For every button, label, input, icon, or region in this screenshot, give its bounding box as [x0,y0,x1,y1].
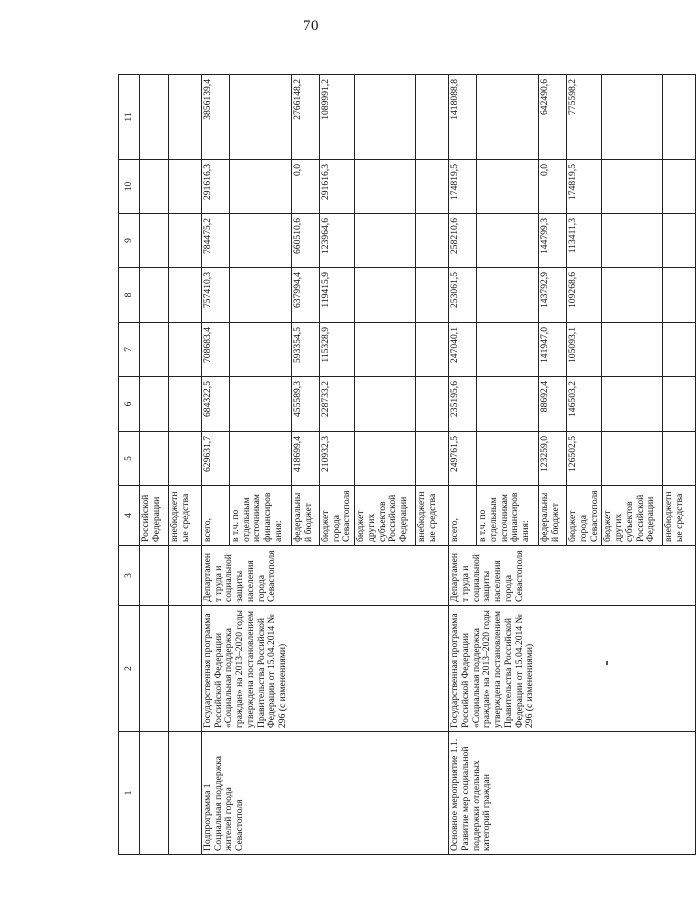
value-cell [602,432,663,486]
program-name-cell: Подпрограмма 1 Социальная поддержка жителей города Севастополя [202,732,449,855]
scan-mark [606,661,608,665]
table-row [140,75,169,855]
funding-source-cell: в т.ч. по отдельным источникам финансирования: [477,486,539,546]
value-cell [602,75,663,160]
value-cell [355,268,416,323]
value-cell [230,432,292,486]
value-cell [230,160,292,214]
funding-source-cell: бюджет города Севастополя [567,486,602,546]
value-cell: 228733,2 [320,377,355,432]
value-cell: 115328,9 [320,323,355,377]
column-number-row [119,75,140,855]
value-cell [477,160,539,214]
program-basis-cell: Государственная программа Российской Федерации «Социальная поддержка граждан» на 2013–2020 годы утверждена постановлением Правительства Российской Федерации от 15.04.2014 № 296 (с изменениями) [449,606,696,732]
funding-source-cell: федеральный бюджет [292,486,320,546]
value-cell [416,323,449,377]
value-cell: 660510,6 [292,214,320,268]
column-header: 4 [119,486,140,546]
executor-cell: Департамент труда и социальной защиты населения города Севастополя [449,546,696,606]
funding-source-cell: всего, [449,486,477,546]
value-cell [416,160,449,214]
value-cell: 253061,5 [449,268,477,323]
value-cell [355,432,416,486]
funding-source-cell: в т.ч. по отдельным источникам финансирования: [230,486,292,546]
value-cell [602,160,663,214]
funding-source-cell: внебюджетные средства [663,486,696,546]
value-cell [663,377,696,432]
value-cell: 593354,5 [292,323,320,377]
funding-source-cell: всего, [202,486,230,546]
value-cell [602,323,663,377]
value-cell: 105093,1 [567,323,602,377]
value-cell [602,377,663,432]
column-header: 6 [119,377,140,432]
funding-source-cell: федеральный бюджет [539,486,567,546]
value-cell: 123259,0 [539,432,567,486]
funding-source-cell: бюджет других субъектов Российской Федерации [602,486,663,546]
value-cell: 249761,5 [449,432,477,486]
program-name-cell: Основное мероприятие 1.1. Развитие мер социальной поддержки отдельных категорий граждан [449,732,696,855]
column-header: 2 [119,606,140,732]
value-cell: 629631,7 [202,432,230,486]
value-cell: 784475,2 [202,214,230,268]
value-cell: 757410,3 [202,268,230,323]
value-cell [230,75,292,160]
value-cell: 119415,9 [320,268,355,323]
value-cell: 455589,3 [292,377,320,432]
value-cell: 210932,3 [320,432,355,486]
value-cell [416,432,449,486]
value-cell [663,160,696,214]
value-cell: 235195,6 [449,377,477,432]
value-cell: 258210,6 [449,214,477,268]
column-header: 3 [119,546,140,606]
value-cell: 1089991,2 [320,75,355,160]
value-cell: 0,0 [292,160,320,214]
value-cell [355,323,416,377]
funding-source-cell: Российской Федерации [140,486,169,546]
column-header: 7 [119,323,140,377]
value-cell [477,323,539,377]
funding-source-cell: бюджет города Севастополя [320,486,355,546]
value-cell: 642490,6 [539,75,567,160]
column-header: 10 [119,160,140,214]
executor-cell: Департамент труда и социальной защиты населения города Севастополя [202,546,449,606]
value-cell [602,214,663,268]
budget-table [118,74,696,855]
value-cell [602,268,663,323]
value-cell: 3856139,4 [202,75,230,160]
value-cell [477,432,539,486]
table-row [202,75,230,855]
value-cell [355,377,416,432]
table-row [449,75,477,855]
value-cell [663,214,696,268]
value-cell [416,268,449,323]
value-cell: 0,0 [539,160,567,214]
value-cell [416,75,449,160]
value-cell [477,214,539,268]
value-cell: 684322,5 [202,377,230,432]
value-cell: 174819,5 [449,160,477,214]
program-basis-cell: Государственная программа Российской Федерации «Социальная поддержка граждан» на 2013–2020 годы утверждена постановлением Правительства Российской Федерации от 15.04.2014 № 296 (с изменениями) [202,606,449,732]
value-cell: 144799,3 [539,214,567,268]
budget-table-rotated [118,75,686,855]
value-cell: 123964,6 [320,214,355,268]
value-cell [416,214,449,268]
value-cell [477,268,539,323]
value-cell: 775598,2 [567,75,602,160]
value-cell [477,75,539,160]
value-cell: 143792,9 [539,268,567,323]
value-cell: 146503,2 [567,377,602,432]
value-cell: 2766148,2 [292,75,320,160]
value-cell [230,323,292,377]
value-cell [355,214,416,268]
value-cell: 291616,3 [320,160,355,214]
column-header: 8 [119,268,140,323]
value-cell: 418699,4 [292,432,320,486]
column-header: 9 [119,214,140,268]
value-cell: 109268,6 [567,268,602,323]
value-cell: 141947,0 [539,323,567,377]
value-cell [663,75,696,160]
value-cell: 708683,4 [202,323,230,377]
value-cell [355,160,416,214]
value-cell [230,268,292,323]
value-cell: 174819,5 [567,160,602,214]
value-cell [230,377,292,432]
value-cell [355,75,416,160]
table-row [169,75,202,855]
value-cell [416,377,449,432]
column-header: 11 [119,75,140,160]
funding-source-cell: внебюджетные средства [169,486,202,546]
page-number: 70 [303,18,319,34]
funding-source-cell: внебюджетные средства [416,486,449,546]
column-header: 1 [119,732,140,855]
value-cell [663,323,696,377]
value-cell: 126502,5 [567,432,602,486]
value-cell: 291616,3 [202,160,230,214]
funding-source-cell: бюджет других субъектов Российской Федерации [355,486,416,546]
value-cell: 113411,3 [567,214,602,268]
value-cell [663,268,696,323]
value-cell: 247040,1 [449,323,477,377]
value-cell: 1418088,8 [449,75,477,160]
column-header: 5 [119,432,140,486]
value-cell: 88692,4 [539,377,567,432]
value-cell [477,377,539,432]
value-cell [663,432,696,486]
value-cell: 637994,4 [292,268,320,323]
value-cell [230,214,292,268]
